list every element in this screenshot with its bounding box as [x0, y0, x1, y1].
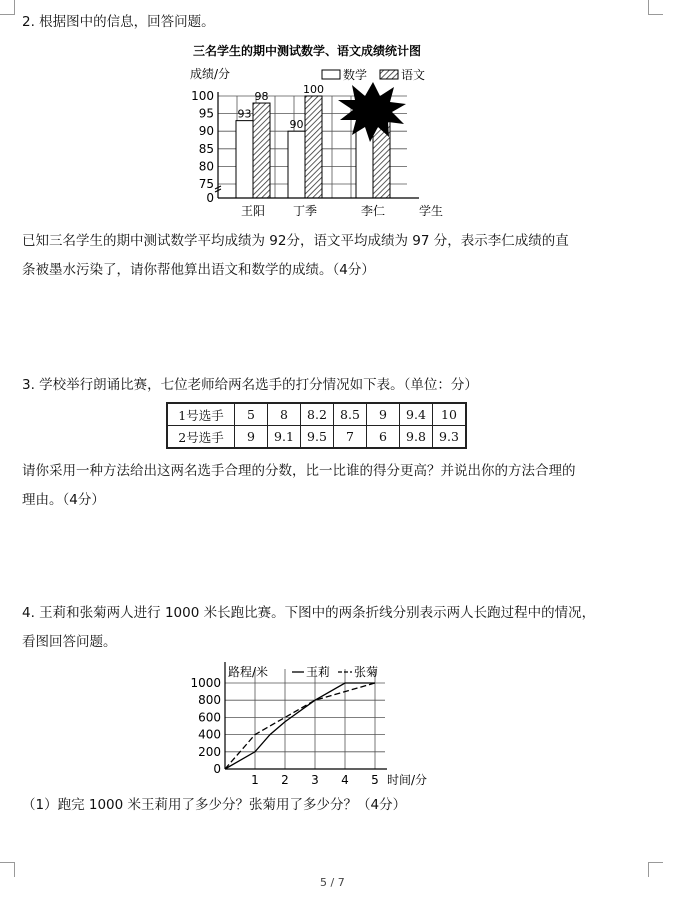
y-tick-label: 85: [198, 141, 214, 156]
data-label: 100: [303, 83, 324, 96]
bar: [305, 96, 322, 198]
y-tick-label: 0: [206, 191, 214, 205]
page-number: 5 / 7: [320, 876, 345, 889]
x-tick-label: 李仁: [360, 204, 386, 218]
x-tick-label: 王阳: [240, 204, 266, 218]
bar-chart-legend: [322, 67, 425, 82]
q4-prompt-line1: 4. 王莉和张菊两人进行 1000 米长跑比赛。下图中的两条折线分别表示两人长跑过程中的情况，: [22, 605, 596, 621]
ink-blot: [338, 82, 406, 142]
y-tick-label: 95: [198, 106, 214, 121]
x-tick-label: 2: [281, 773, 289, 787]
bar-chart-title: 三名学生的期中测试数学、语文成绩统计图: [192, 44, 422, 58]
x-tick-label: 5: [371, 773, 379, 787]
scores-table: [166, 402, 467, 449]
y-tick-label: 80: [198, 159, 214, 174]
y-tick-label: 200: [198, 744, 221, 759]
table-cell: 9.5: [301, 426, 334, 449]
data-label: 90: [289, 118, 304, 132]
q2-text-line2: 条被墨水污染了，请你帮他算出语文和数学的成绩。（4分）: [22, 262, 375, 278]
legend-label: 语文: [401, 68, 426, 82]
x-tick-label: 3: [311, 773, 319, 787]
data-label: 98: [254, 90, 269, 104]
q2-prompt: 2. 根据图中的信息，回答问题。: [22, 14, 215, 30]
x-tick-label: 4: [341, 773, 349, 787]
table-row: [167, 426, 466, 449]
table-cell: 10: [433, 403, 467, 426]
row-label: 1号选手: [167, 403, 235, 426]
line-chart: [180, 658, 460, 788]
series-line: [225, 683, 375, 769]
q4-prompt-line2: 看图回答问题。: [22, 634, 117, 650]
line-chart-ylabel: 路程/米: [228, 665, 269, 679]
line-chart-legend: [292, 664, 378, 679]
table-cell: 8.2: [301, 403, 334, 426]
bar: [253, 103, 270, 198]
table-cell: 7: [334, 426, 367, 449]
x-tick-label: 1: [251, 773, 259, 787]
crop-mark-top-right: [648, 0, 663, 15]
legend-label: 王莉: [306, 665, 331, 679]
y-tick-label: 0: [213, 762, 221, 776]
legend-label: 张菊: [354, 665, 379, 679]
y-tick-label: 100: [191, 89, 214, 103]
bar-chart-ylabel: 成绩/分: [190, 67, 231, 81]
y-tick-label: 75: [198, 177, 214, 191]
q2-text-line1: 已知三名学生的期中测试数学平均成绩为 92分，语文平均成绩为 97 分，表示李仁成绩的直: [22, 233, 569, 249]
crop-mark-top-left: [0, 0, 15, 15]
y-tick-label: 800: [198, 693, 221, 708]
table-cell: 9.8: [400, 426, 433, 449]
crop-mark-bottom-left: [0, 862, 15, 877]
bar-chart: [170, 40, 450, 220]
x-tick-label: 丁季: [292, 204, 318, 218]
x-axis-label: 学生: [419, 204, 444, 218]
legend-swatch: [380, 70, 398, 79]
table-cell: 5: [235, 403, 268, 426]
q3-text-line1: 请你采用一种方法给出这两名选手合理的分数，比一比谁的得分更高？并说出你的方法合理的: [22, 463, 576, 479]
y-tick-label: 600: [198, 710, 221, 725]
y-tick-label: 1000: [190, 676, 221, 690]
bar: [236, 121, 253, 198]
table-cell: 8: [268, 403, 301, 426]
legend-swatch: [322, 70, 340, 79]
table-row: [167, 403, 466, 426]
table-cell: 9.3: [433, 426, 467, 449]
table-cell: 9: [367, 403, 400, 426]
data-label: 93: [237, 107, 252, 121]
x-axis-label: 时间/分: [387, 773, 428, 787]
row-label: 2号选手: [167, 426, 235, 449]
q3-text-line2: 理由。（4分）: [22, 492, 105, 508]
y-tick-label: 400: [198, 727, 221, 742]
q4-sub1: （1）跑完 1000 米王莉用了多少分？张菊用了多少分？（4分）: [22, 797, 407, 813]
y-tick-label: 90: [198, 124, 214, 139]
bar: [288, 131, 305, 198]
q3-prompt: 3. 学校举行朗诵比赛，七位老师给两名选手的打分情况如下表。（单位：分）: [22, 377, 478, 393]
table-cell: 8.5: [334, 403, 367, 426]
table-cell: 6: [367, 426, 400, 449]
crop-mark-bottom-right: [648, 862, 663, 877]
table-cell: 9: [235, 426, 268, 449]
legend-label: 数学: [343, 68, 368, 82]
table-cell: 9.4: [400, 403, 433, 426]
table-cell: 9.1: [268, 426, 301, 449]
